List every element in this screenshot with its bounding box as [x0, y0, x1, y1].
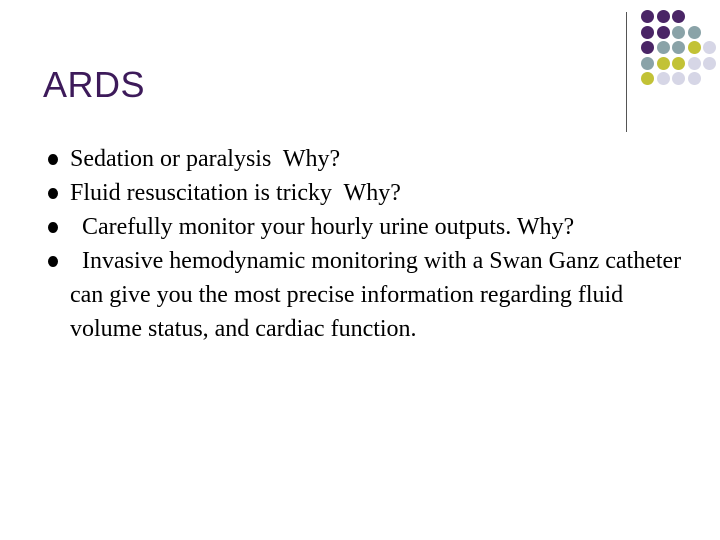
decorative-dot: [688, 26, 701, 39]
decorative-dot: [657, 41, 670, 54]
decorative-dot: [641, 26, 654, 39]
decorative-dot: [641, 57, 654, 70]
decorative-dot: [703, 41, 716, 54]
bullet-dot-icon: [48, 188, 58, 199]
bullet-item: [48, 210, 698, 244]
decorative-dot: [641, 10, 654, 23]
decorative-dot: [657, 10, 670, 23]
bullet-dot-icon: [48, 256, 58, 267]
decorative-dot: [672, 26, 685, 39]
bullet-item: [48, 142, 698, 176]
bullet-dot-icon: [48, 154, 58, 165]
decorative-dot: [657, 26, 670, 39]
bullet-text: Sedation or paralysis Why?: [70, 146, 341, 172]
bullet-item: [48, 176, 698, 210]
decorative-dot: [641, 41, 654, 54]
bullet-dot-icon: [48, 222, 58, 233]
decorative-dot: [688, 72, 701, 85]
decorative-dot: [688, 57, 701, 70]
bullet-text: Invasive hemodynamic monitoring with a Swan Ganz catheter can give you the most precise information regarding fluid volume status, and cardiac function.: [70, 248, 688, 342]
decorative-dot: [672, 57, 685, 70]
bullet-text: Carefully monitor your hourly urine outputs. Why?: [70, 214, 575, 240]
decorative-dot: [672, 72, 685, 85]
bullet-item: [48, 244, 698, 346]
vertical-divider: [626, 12, 627, 132]
decorative-dot: [688, 41, 701, 54]
decorative-dot: [672, 10, 685, 23]
decorative-dot: [672, 41, 685, 54]
bullet-list: [48, 142, 698, 346]
decorative-dot: [703, 57, 716, 70]
decorative-dot: [641, 72, 654, 85]
slide-title: ARDS: [43, 64, 146, 105]
decorative-dot: [657, 72, 670, 85]
decorative-dot: [657, 57, 670, 70]
bullet-text: Fluid resuscitation is tricky Why?: [70, 180, 401, 206]
